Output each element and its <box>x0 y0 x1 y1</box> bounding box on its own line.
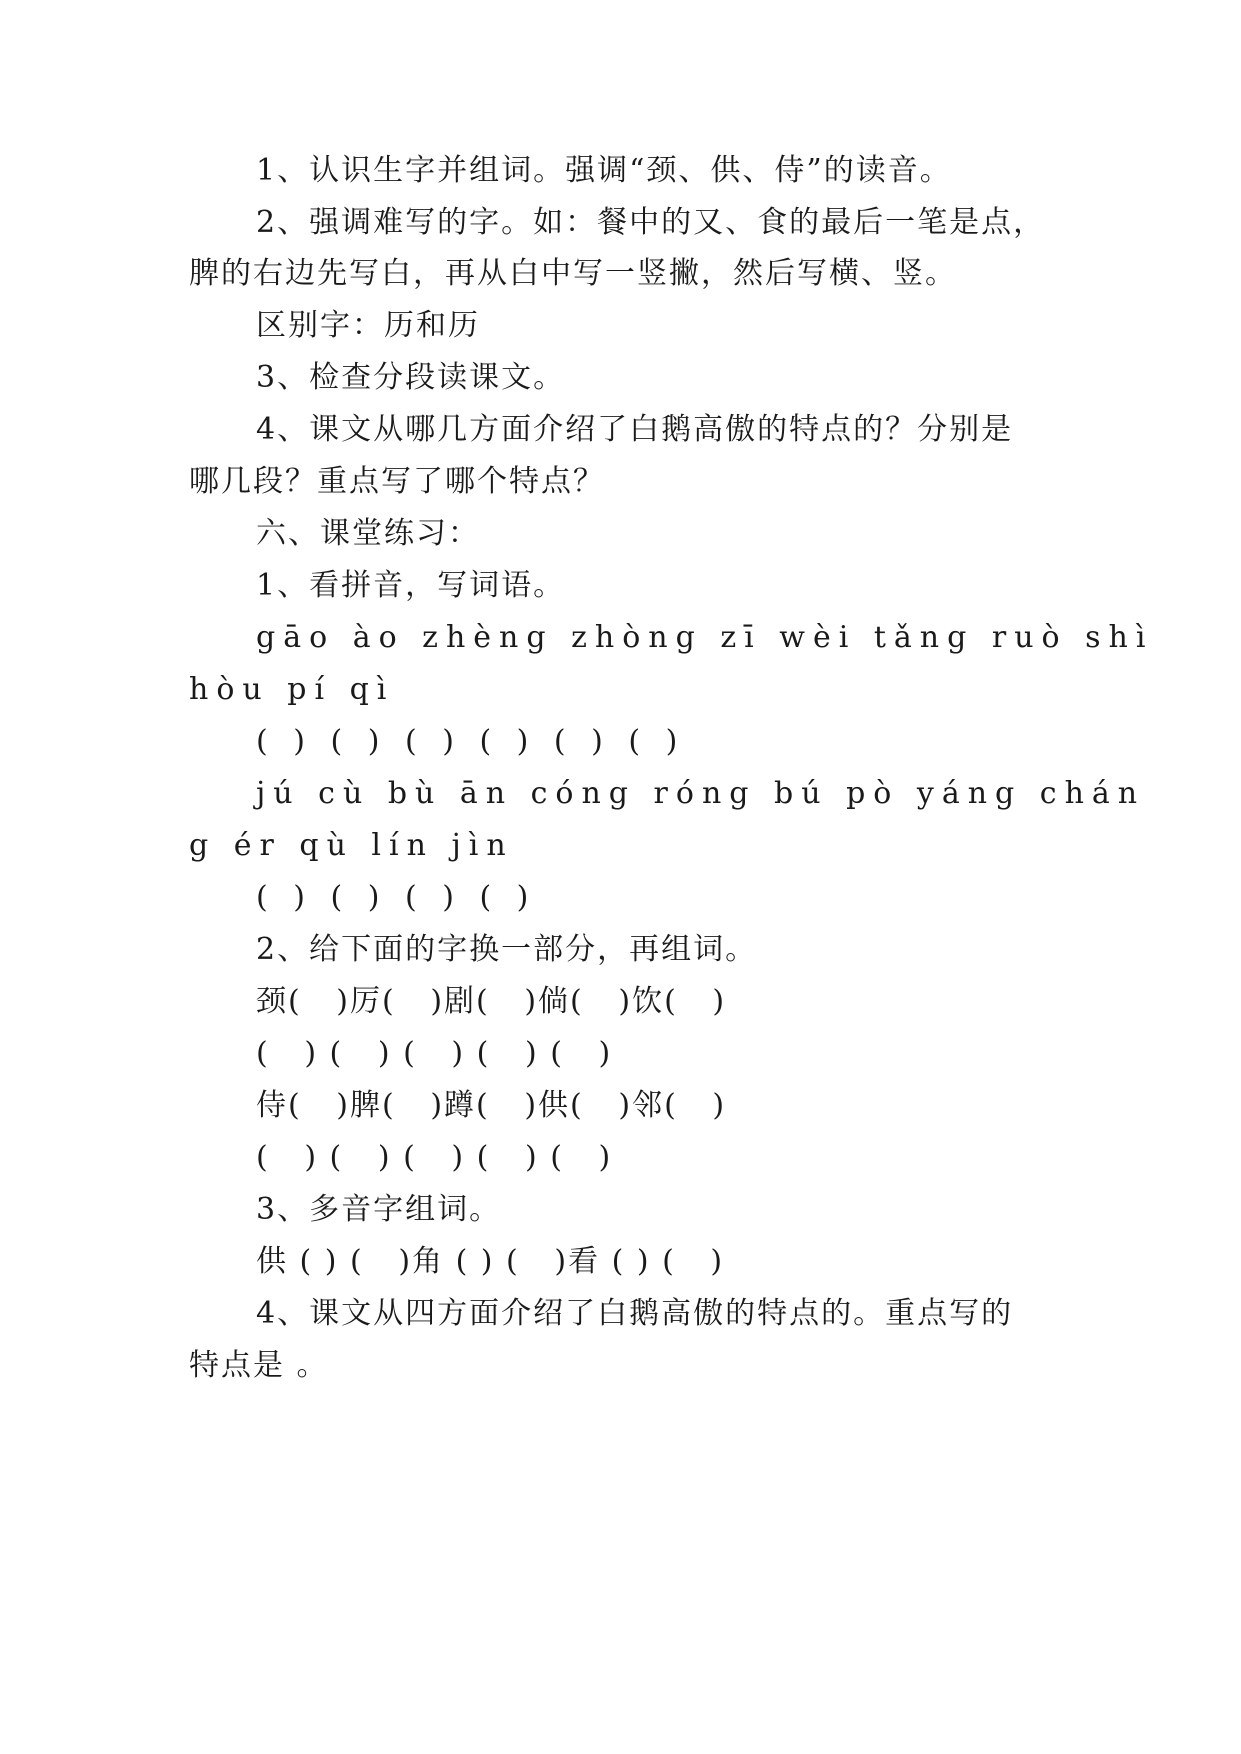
text-line: 脾的右边先写白，再从白中写一竖撇，然后写横、竖。 <box>189 256 957 291</box>
blank-line: ( ) ( ) ( ) ( ) <box>256 880 537 915</box>
pinyin-line: jú cù bù ān cóng róng bú pò yáng chán <box>256 776 1146 811</box>
text-line: 特点是 。 <box>189 1348 329 1383</box>
pinyin-line: g ér qù lín jìn <box>189 828 514 863</box>
exercise-line: 供 ( ) ( )角 ( ) ( )看 ( ) ( ) <box>256 1244 725 1279</box>
text-line: 4、课文从哪几方面介绍了白鹅高傲的特点的？分别是 <box>256 412 1014 447</box>
blank-line: ( ) ( ) ( ) ( ) ( ) ( ) <box>256 724 686 759</box>
text-line: 哪几段？重点写了哪个特点？ <box>189 464 605 499</box>
text-line: 2、给下面的字换一部分，再组词。 <box>256 932 758 967</box>
section-heading: 六、课堂练习： <box>256 516 480 551</box>
exercise-line: 颈( )厉( )剧( )倘( )饮( ) <box>256 984 727 1019</box>
text-line: 1、认识生字并组词。强调“颈、供、侍”的读音。 <box>256 153 952 188</box>
pinyin-line: gāo ào zhèng zhòng zī wèi tǎng ruò shì <box>256 620 1154 655</box>
text-line: 2、强调难写的字。如：餐中的又、食的最后一笔是点， <box>256 205 1046 240</box>
blank-line: ( ) ( ) ( ) ( ) ( ) <box>256 1140 613 1175</box>
text-line: 3、多音字组词。 <box>256 1192 502 1227</box>
text-line: 4、课文从四方面介绍了白鹅高傲的特点的。重点写的 <box>256 1296 1014 1331</box>
pinyin-line: hòu pí qì <box>189 672 395 707</box>
text-line: 区别字：历和历 <box>256 308 480 343</box>
blank-line: ( ) ( ) ( ) ( ) ( ) <box>256 1036 613 1071</box>
text-line: 3、检查分段读课文。 <box>256 360 566 395</box>
text-line: 1、看拼音，写词语。 <box>256 568 566 603</box>
exercise-line: 侍( )脾( )蹲( )供( )邻( ) <box>256 1088 727 1123</box>
